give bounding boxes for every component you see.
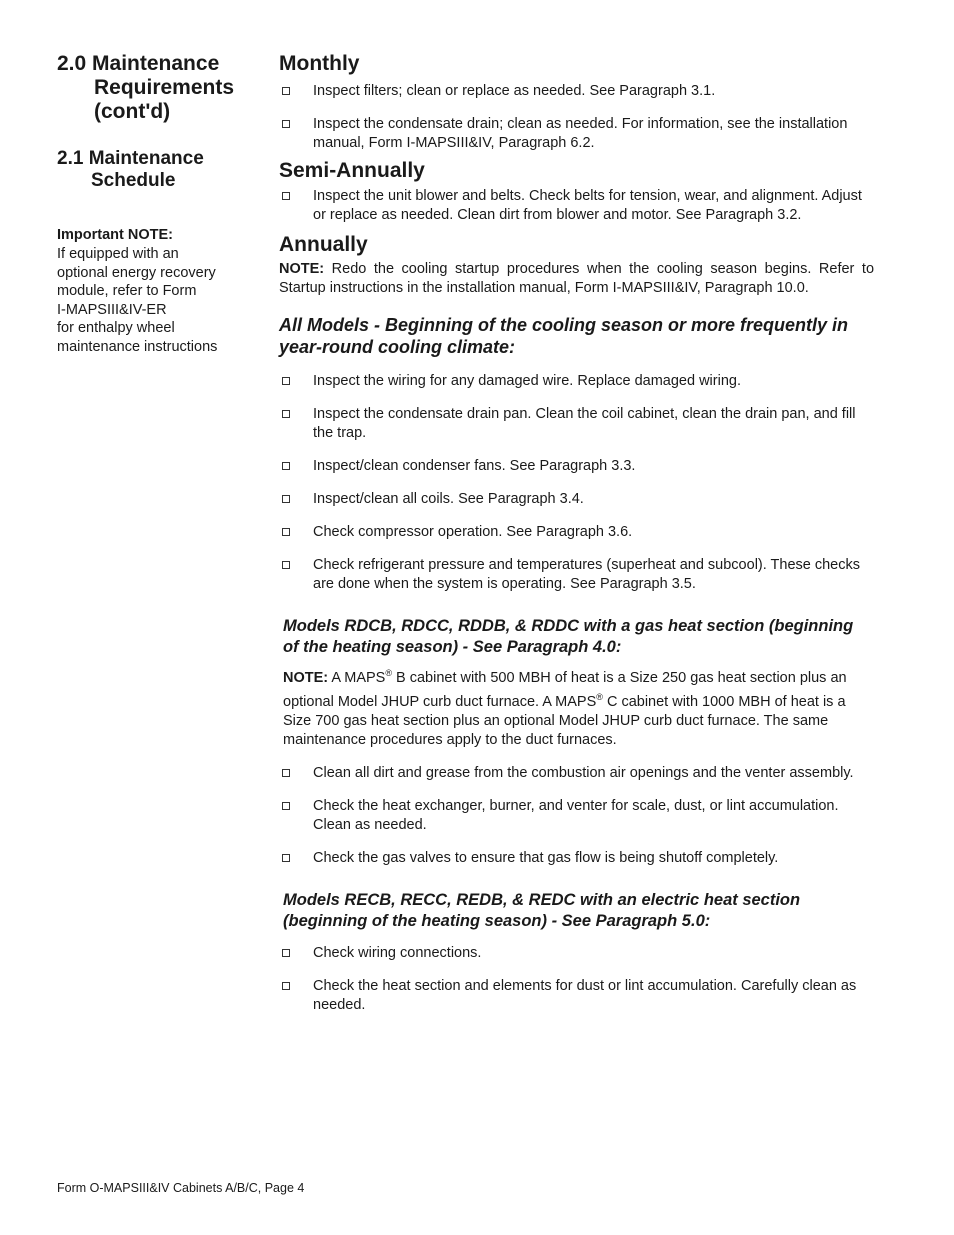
main-content xyxy=(279,52,874,1015)
list-item-text: Check the heat exchanger, burner, and venter for scale, dust, or lint accumulation. Clean as needed. xyxy=(313,797,839,833)
important-note-line: If equipped with an xyxy=(57,246,179,262)
list-item-text: Check refrigerant pressure and temperatures (superheat and subcool). These checks are done when the system is operating. See Paragraph 3.5. xyxy=(313,557,860,592)
checkbox-icon xyxy=(282,462,290,470)
important-note-line: module, refer to Form xyxy=(57,283,197,300)
registered-mark: ® xyxy=(596,691,603,702)
subsection-title-line-1: Maintenance xyxy=(88,148,204,169)
checkbox-icon xyxy=(282,410,290,418)
annually-note xyxy=(279,260,874,298)
list-item xyxy=(279,372,874,391)
checkbox-icon xyxy=(282,769,290,777)
checkbox-icon xyxy=(282,528,290,536)
important-note-line: optional energy recovery xyxy=(57,264,216,281)
subsection-heading xyxy=(57,148,247,192)
gas-heat-note xyxy=(283,664,858,750)
list-item-text: Inspect the wiring for any damaged wire. Replace damaged wiring. xyxy=(313,373,741,389)
subsection-number: 2.1 xyxy=(57,148,84,169)
electric-heat-list xyxy=(279,944,858,1015)
note-text: Redo the cooling startup procedures when the cooling season begins. Refer to Startup instructions in the installation manual, Form I-MAPSIII&IV, Paragraph 10.0. xyxy=(279,261,875,296)
list-item-text: Check compressor operation. See Paragraph 3.6. xyxy=(313,524,633,540)
list-item-text: Inspect the unit blower and belts. Check belts for tension, wear, and alignment. Adjust or replace as needed. Clean dirt from blower and motor. See Paragraph 3.2. xyxy=(313,188,862,223)
list-item xyxy=(279,405,874,443)
checkbox-icon xyxy=(282,87,290,95)
list-item-text: Clean all dirt and grease from the combustion air openings and the venter assembly. xyxy=(313,764,854,781)
important-note-line: I-MAPSIII&IV-ER xyxy=(57,301,167,318)
list-item-text: Check the heat section and elements for dust or lint accumulation. Carefully clean as needed. xyxy=(313,977,857,1013)
electric-heat-section xyxy=(279,890,858,1015)
checkbox-icon xyxy=(282,802,290,810)
section-number: 2.0 xyxy=(57,52,87,75)
important-note-line: maintenance instructions xyxy=(57,338,218,355)
list-item xyxy=(279,523,874,542)
checkbox-icon xyxy=(282,120,290,128)
important-note-title: Important NOTE: xyxy=(57,227,173,243)
registered-mark: ® xyxy=(385,668,392,678)
list-item-text: Inspect filters; clean or replace as needed. See Paragraph 3.1. xyxy=(313,83,716,99)
section-title-line-2: Requirements xyxy=(94,76,235,99)
important-note-line: for enthalpy wheel xyxy=(57,320,175,337)
monthly-list xyxy=(279,82,874,153)
sidebar xyxy=(57,52,247,357)
annually-heading: Annually xyxy=(279,233,368,256)
checkbox-icon xyxy=(282,561,290,569)
list-item xyxy=(279,556,874,594)
gas-note-text: A MAPS xyxy=(331,669,386,686)
note-label: NOTE: xyxy=(279,261,325,277)
list-item-text: Inspect the condensate drain; clean as needed. For information, see the installation manual, Form I-MAPSIII&IV, Paragraph 6.2. xyxy=(313,116,848,151)
gas-heat-heading: Models RDCB, RDCC, RDDB, & RDDC with a gas heat section (beginning of the heating season) - See Paragraph 4.0: xyxy=(283,617,854,656)
semi-annually-list xyxy=(279,187,874,225)
list-item xyxy=(279,977,858,1015)
list-item-text: Inspect/clean condenser fans. See Paragraph 3.3. xyxy=(313,458,636,474)
checkbox-icon xyxy=(282,377,290,385)
checkbox-icon xyxy=(282,982,290,990)
all-models-list xyxy=(279,372,874,594)
list-item xyxy=(279,849,858,868)
gas-note-text: B cabinet with 500 MBH of heat is a Size 250 gas heat section plus an optional Model JHUP curb duct furnace. A MAPS xyxy=(283,669,847,710)
checkbox-icon xyxy=(282,854,290,862)
monthly-heading: Monthly xyxy=(279,52,360,75)
list-item xyxy=(279,187,874,225)
list-item xyxy=(279,457,874,476)
list-item xyxy=(279,115,874,153)
subsection-title-line-2: Schedule xyxy=(91,170,176,191)
list-item-text: Inspect the condensate drain pan. Clean the coil cabinet, clean the drain pan, and fill the trap. xyxy=(313,406,856,441)
gas-heat-section xyxy=(279,616,858,868)
important-note-body xyxy=(57,245,247,357)
gas-note-text: C cabinet with 1000 MBH of heat is a Size 700 gas heat section plus an optional Model JHUP curb duct furnace. The same maintenance procedures apply to the duct furnaces. xyxy=(283,693,846,748)
checkbox-icon xyxy=(282,949,290,957)
gas-heat-list xyxy=(279,764,858,868)
checkbox-icon xyxy=(282,495,290,503)
list-item xyxy=(279,490,874,509)
list-item xyxy=(279,797,858,835)
list-item-text: Check wiring connections. xyxy=(313,944,482,961)
list-item xyxy=(279,82,874,101)
section-title-line-3: (cont'd) xyxy=(94,100,171,123)
electric-heat-heading: Models RECB, RECC, REDB, & REDC with an electric heat section (beginning of the heating season) - See Paragraph 5.0: xyxy=(283,890,801,930)
section-title-line-1: Maintenance xyxy=(92,52,220,75)
page-footer: Form O-MAPSIII&IV Cabinets A/B/C, Page 4 xyxy=(57,1181,305,1195)
list-item-text: Inspect/clean all coils. See Paragraph 3.4. xyxy=(313,491,584,507)
checkbox-icon xyxy=(282,192,290,200)
list-item xyxy=(279,764,858,783)
section-heading xyxy=(57,52,247,124)
list-item-text: Check the gas valves to ensure that gas flow is being shutoff completely. xyxy=(313,849,779,866)
note-label: NOTE: xyxy=(283,669,329,686)
list-item xyxy=(279,944,858,963)
semi-annually-heading: Semi-Annually xyxy=(279,159,425,182)
all-models-heading: All Models - Beginning of the cooling season or more frequently in year-round cooling climate: xyxy=(279,315,849,357)
